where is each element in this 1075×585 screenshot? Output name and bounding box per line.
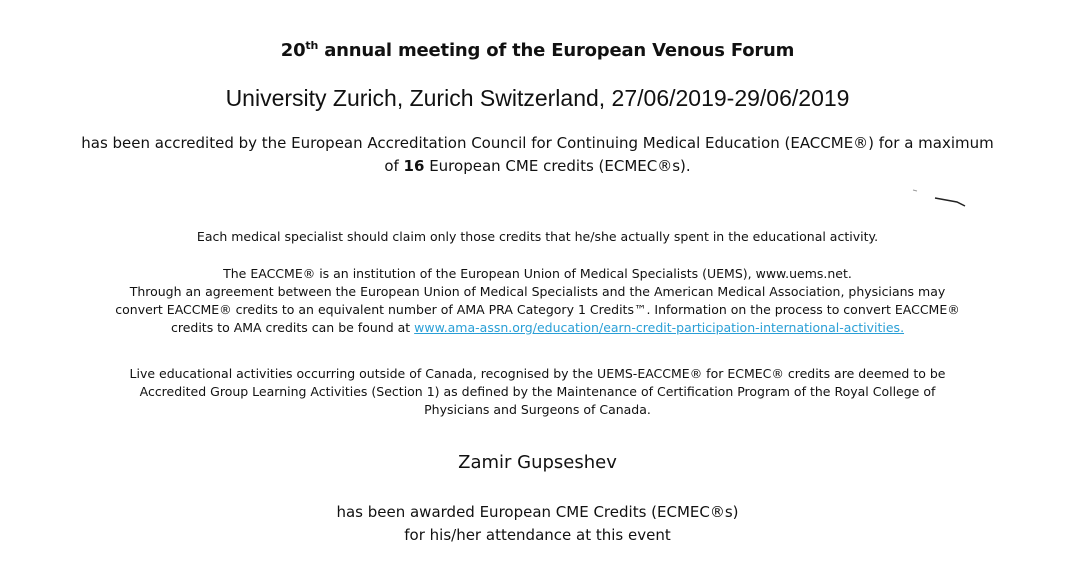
ama-link[interactable]: www.ama-assn.org/education/earn-credit-participation-international-activities. xyxy=(414,320,905,335)
recipient-name: Zamir Gupseshev xyxy=(458,452,617,473)
uems-paragraph xyxy=(0,265,1075,337)
event-title xyxy=(0,40,1075,61)
canada-line-2: Accredited Group Learning Activities (Section 1) as defined by the Maintenance of Certification Program of the Royal College of xyxy=(139,384,936,399)
award-line-2: for his/her attendance at this event xyxy=(404,526,671,544)
title-ordinal: th xyxy=(305,39,319,52)
event-venue: University Zurich, Zurich Switzerland, 27/06/2019-29/06/2019 xyxy=(225,85,850,111)
title-text: annual meeting of the European Venous Forum xyxy=(318,40,795,61)
accreditation-suffix: European CME credits (ECMEC®s). xyxy=(424,157,691,175)
credit-count: 16 xyxy=(403,157,425,175)
accreditation-line-2 xyxy=(0,155,1075,178)
title-number: 20 xyxy=(280,40,306,61)
ink-mark-decoration xyxy=(905,188,975,218)
accreditation-prefix: of xyxy=(384,157,404,175)
uems-line-2: Through an agreement between the European Union of Medical Specialists and the American Medical Association, physicians may xyxy=(129,284,946,299)
claim-note: Each medical specialist should claim only those credits that he/she actually spent in the educational activity. xyxy=(196,229,879,244)
uems-line-4 xyxy=(0,319,1075,337)
award-statement xyxy=(0,501,1075,547)
uems-line-3: convert EACCME® credits to an equivalent number of AMA PRA Category 1 Credits™. Information on the process to convert EACCME® xyxy=(115,302,960,317)
award-line-1: has been awarded European CME Credits (ECMEC®s) xyxy=(336,503,739,521)
canada-line-3: Physicians and Surgeons of Canada. xyxy=(424,402,651,417)
uems-link-prefix: credits to AMA credits can be found at xyxy=(170,320,415,335)
canada-line-1: Live educational activities occurring outside of Canada, recognised by the UEMS-EACCME® for ECMEC® credits are deemed to be xyxy=(129,366,946,381)
accreditation-statement xyxy=(0,132,1075,178)
canada-paragraph xyxy=(0,365,1075,419)
uems-line-1: The EACCME® is an institution of the European Union of Medical Specialists (UEMS), www.uems.net. xyxy=(223,266,852,281)
accreditation-line-1: has been accredited by the European Accreditation Council for Continuing Medical Education (EACCME®) for a maximum xyxy=(81,134,994,152)
